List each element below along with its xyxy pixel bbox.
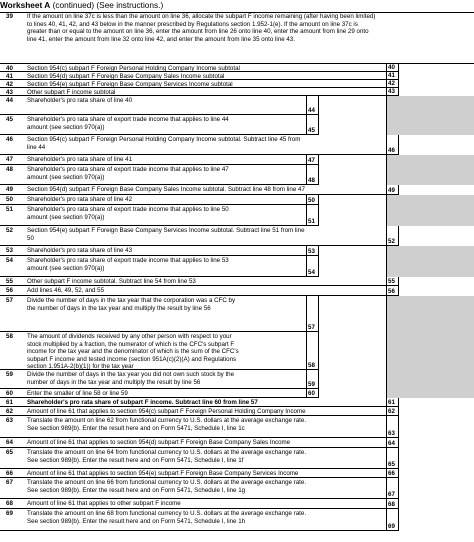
line-number: 46 [6, 136, 13, 143]
line-number: 48 [6, 166, 13, 173]
amount-field-62[interactable] [398, 407, 474, 416]
line-description: Section 954(e) subpart F Foreign Base Company Services Income subtotal [27, 81, 233, 88]
line-reference-label: 49 [386, 185, 398, 195]
amount-field-47[interactable] [318, 155, 386, 165]
line-number: 67 [6, 479, 13, 486]
line-number: 60 [6, 390, 13, 397]
line-number: 50 [6, 196, 13, 203]
worksheet-line-52 [0, 226, 474, 246]
line-description: Section 954(c) subpart F Foreign Personal Holding Company Income subtotal. Subtract line 45 from line 44 [27, 136, 301, 151]
line-description: Amount of line 61 that applies to section 954(d) subpart F Foreign Base Company Sales Income [27, 439, 291, 446]
line-number: 57 [6, 297, 13, 304]
worksheet-line-68 [0, 499, 474, 509]
line-number: 58 [6, 333, 13, 340]
shaded-column [386, 205, 474, 226]
line-number: 42 [6, 81, 13, 88]
line-description: If the amount on line 37c is less than the amount on line 36, allocate the subpart F income remaining (after having been limited) to lines 40, 41, 42, and 43 below in the manner prescribed by Regulations section 1.952-1(e). If the amount on line 37c is greater than or equal to the amount on line 36, enter the amount from line 26 onto line 40, enter the amount from line 29 onto line 41, enter the amount from line 32 onto line 42, and enter the amount from line 35 onto line 43. [27, 13, 376, 43]
line-number: 65 [6, 449, 13, 456]
line-reference-label: 48 [306, 165, 318, 185]
worksheet-line-40 [0, 64, 474, 72]
line-description: Shareholder's pro rata share of subpart F income. Subtract line 60 from line 57 [27, 399, 258, 406]
line-number: 63 [6, 417, 13, 424]
worksheet-line-67 [0, 478, 474, 499]
shaded-column [386, 389, 474, 398]
amount-field-41[interactable] [398, 72, 474, 80]
amount-field-42[interactable] [398, 80, 474, 88]
line-number: 43 [6, 89, 13, 96]
line-description: Other subpart F income subtotal. Subtract line 54 from line 53 [27, 278, 196, 285]
worksheet-line-62 [0, 407, 474, 416]
line-reference-label: 56 [386, 286, 398, 296]
amount-field-68[interactable] [398, 499, 474, 509]
amount-field-40[interactable] [398, 64, 474, 72]
line-number: 66 [6, 470, 13, 477]
amount-field-67[interactable] [398, 478, 474, 499]
shaded-column [386, 246, 474, 256]
worksheet-line-57 [0, 296, 474, 332]
line-description: Section 954(d) subpart F Foreign Base Company Sales Income subtotal. Subtract line 48 from line 47 [27, 186, 305, 193]
amount-field-56[interactable] [398, 286, 474, 296]
worksheet-line-55 [0, 277, 474, 286]
worksheet-line-61 [0, 398, 474, 407]
amount-field-57[interactable] [318, 296, 386, 332]
line-number: 41 [6, 73, 13, 80]
shaded-column [386, 155, 474, 165]
line-number: 68 [6, 500, 13, 507]
line-description: Section 954(d) subpart F Foreign Base Company Sales Income subtotal [27, 73, 225, 80]
worksheet-line-43 [0, 88, 474, 96]
amount-field-45[interactable] [318, 115, 386, 135]
line-number: 54 [6, 257, 13, 264]
amount-field-61[interactable] [398, 398, 474, 407]
line-number: 64 [6, 439, 13, 446]
line-description: Translate the amount on line 62 from functional currency to U.S. dollars at the average exchange rate. See section 989(b). Enter the result here and on Form 5471, Schedule I, line 1c [27, 417, 307, 432]
line-description: Shareholder's pro rata share of export trade income that applies to line 50 amount (see section 970(a)) [27, 206, 229, 221]
worksheet-line-48 [0, 165, 474, 185]
line-reference-label: 46 [386, 135, 398, 155]
amount-field-64[interactable] [398, 438, 474, 448]
line-reference-label: 42 [386, 80, 398, 88]
line-reference-label: 68 [386, 499, 398, 509]
shaded-column [386, 115, 474, 135]
line-description: Enter the smaller of line 58 or line 59 [27, 390, 128, 397]
worksheet-line-53 [0, 246, 474, 256]
amount-field-51[interactable] [318, 205, 386, 226]
line-description: Translate the amount on line 64 from functional currency to U.S. dollars at the average exchange rate. See section 989(b). Enter the result here and on Form 5471, Schedule I, line 1f [27, 449, 307, 464]
line-description: Amount of line 61 that applies to section 954(e) subpart F Foreign Base Company Services Income [27, 470, 299, 477]
line-number: 61 [6, 399, 13, 406]
line-description: Translate the amount on line 68 from functional currency to U.S. dollars at the average exchange rate. See section 989(b). Enter the result here and on Form 5471, Schedule I, line 1h [27, 510, 307, 525]
line-reference-label: 50 [306, 195, 318, 205]
line-number: 44 [6, 97, 13, 104]
shaded-column [386, 165, 474, 185]
line-description: Section 954(c) subpart F Foreign Personal Holding Company Income subtotal [27, 65, 240, 72]
line-number: 62 [6, 408, 13, 415]
line-reference-label: 47 [306, 155, 318, 165]
amount-field-69[interactable] [398, 509, 474, 531]
line-description: Amount of line 61 that applies to section 954(c) subpart F Foreign Personal Holding Company Income [27, 408, 306, 415]
amount-field-49[interactable] [398, 185, 474, 195]
amount-field-43[interactable] [398, 88, 474, 96]
line-number: 39 [6, 13, 13, 20]
line-reference-label: 61 [386, 398, 398, 407]
amount-field-48[interactable] [318, 165, 386, 185]
shaded-column [386, 195, 474, 205]
worksheet-line-41 [0, 72, 474, 80]
line-description: Section 954(e) subpart F Foreign Base Company Services Income subtotal. Subtract line 51 from line 50 [27, 227, 305, 242]
line-description: Shareholder's pro rata share of export trade income that applies to line 44 amount (see section 970(a)) [27, 116, 229, 131]
line-description: Translate the amount on line 66 from functional currency to U.S. dollars at the average exchange rate. See section 989(b). Enter the result here and on Form 5471, Schedule I, line 1g [27, 479, 307, 494]
worksheet-line-66 [0, 469, 474, 478]
line-reference-label: 43 [386, 88, 398, 96]
worksheet-line-51 [0, 205, 474, 226]
line-reference-label: 55 [386, 277, 398, 286]
line-number: 69 [6, 510, 13, 517]
line-number: 45 [6, 116, 13, 123]
worksheet-line-64 [0, 438, 474, 448]
line-description: Add lines 46, 49, 52, and 55 [27, 287, 105, 294]
shaded-column [386, 332, 474, 370]
line-description: Divide the number of days in the tax year that the corporation was a CFC by the number of days in the tax year and multiply the result by line 56 [27, 297, 236, 312]
line-reference-label: 51 [306, 205, 318, 226]
line-number: 47 [6, 156, 13, 163]
worksheet-line-47 [0, 155, 474, 165]
worksheet-line-45 [0, 115, 474, 135]
line-description: Shareholder's pro rata share of export trade income that applies to line 47 amount (see section 970(a)) [27, 166, 229, 181]
worksheet-line-59 [0, 370, 474, 389]
line-reference-label: 62 [386, 407, 398, 416]
worksheet-line-42 [0, 80, 474, 88]
line-reference-label: 69 [386, 509, 398, 531]
amount-field-63[interactable] [398, 416, 474, 438]
line-number: 56 [6, 287, 13, 294]
shaded-column [386, 256, 474, 277]
amount-field-52[interactable] [398, 226, 474, 246]
line-description: Shareholder's pro rata share of line 40 [27, 97, 133, 104]
shaded-column [386, 296, 474, 332]
amount-field-58[interactable] [318, 332, 386, 370]
line-reference-label: 57 [306, 296, 318, 332]
line-description: Other subpart F income subtotal [27, 89, 116, 96]
line-number: 51 [6, 206, 13, 213]
line-reference-label: 66 [386, 469, 398, 478]
line-reference-label: 58 [306, 332, 318, 370]
line-description: Shareholder's pro rata share of line 43 [27, 247, 133, 254]
line-number: 52 [6, 227, 13, 234]
worksheet-line-46 [0, 135, 474, 155]
line-reference-label: 67 [386, 478, 398, 499]
worksheet-line-69 [0, 509, 474, 531]
line-description: Shareholder's pro rata share of line 42 [27, 196, 133, 203]
line-number: 55 [6, 278, 13, 285]
line-description: Divide the number of days in the tax year you did not own such stock by the number of days in the tax year and multiply the result by line 56 [27, 371, 235, 386]
amount-field-44[interactable] [318, 96, 386, 115]
amount-field-53[interactable] [318, 246, 386, 256]
worksheet-line-56 [0, 286, 474, 296]
line-description: Shareholder's pro rata share of line 41 [27, 156, 133, 163]
line-reference-label: 53 [306, 246, 318, 256]
line-reference-label: 41 [386, 72, 398, 80]
line-reference-label: 63 [386, 416, 398, 438]
worksheet-line-58 [0, 332, 474, 370]
amount-field-55[interactable] [398, 277, 474, 286]
line-description: Amount of line 61 that applies to other subpart F income [27, 500, 181, 507]
worksheet-line-44 [0, 96, 474, 115]
worksheet-line-39 [0, 12, 474, 64]
amount-field-60[interactable] [318, 389, 386, 398]
worksheet-subtitle: (continued) (See instructions.) [52, 0, 164, 10]
worksheet-title: Worksheet A [0, 0, 51, 10]
line-reference-label: 52 [386, 226, 398, 246]
worksheet-line-63 [0, 416, 474, 438]
worksheet-line-50 [0, 195, 474, 205]
shaded-column [386, 370, 474, 389]
amount-field-46[interactable] [398, 135, 474, 155]
amount-field-59[interactable] [318, 370, 386, 389]
amount-field-54[interactable] [318, 256, 386, 277]
shaded-column [386, 96, 474, 115]
line-description: Shareholder's pro rata share of export trade income that applies to line 53 amount (see section 970(a)) [27, 257, 229, 272]
line-number: 53 [6, 247, 13, 254]
amount-field-50[interactable] [318, 195, 386, 205]
line-reference-label: 40 [386, 64, 398, 72]
line-number: 49 [6, 186, 13, 193]
line-reference-label: 64 [386, 438, 398, 448]
worksheet-line-54 [0, 256, 474, 277]
line-number: 59 [6, 371, 13, 378]
line-reference-label: 59 [306, 370, 318, 389]
worksheet-line-49 [0, 185, 474, 195]
amount-field-65[interactable] [398, 448, 474, 469]
line-reference-label: 60 [306, 389, 318, 398]
line-reference-label: 54 [306, 256, 318, 277]
worksheet-line-65 [0, 448, 474, 469]
line-number: 40 [6, 65, 13, 72]
line-reference-label: 44 [306, 96, 318, 115]
line-description: The amount of dividends received by any other person with respect to your stock multiplied by a fraction, the numerator of which is the CFC's subpart F income for the tax year and the denominator of which is the sum of the CFC's subpart F income and tested income (section 951A(c)(2)(A) and Regulations section 1.951A-2(b)(1)) for the tax year [27, 333, 239, 370]
line-reference-label: 65 [386, 448, 398, 469]
worksheet-line-60 [0, 389, 474, 398]
amount-field-66[interactable] [398, 469, 474, 478]
line-reference-label: 45 [306, 115, 318, 135]
